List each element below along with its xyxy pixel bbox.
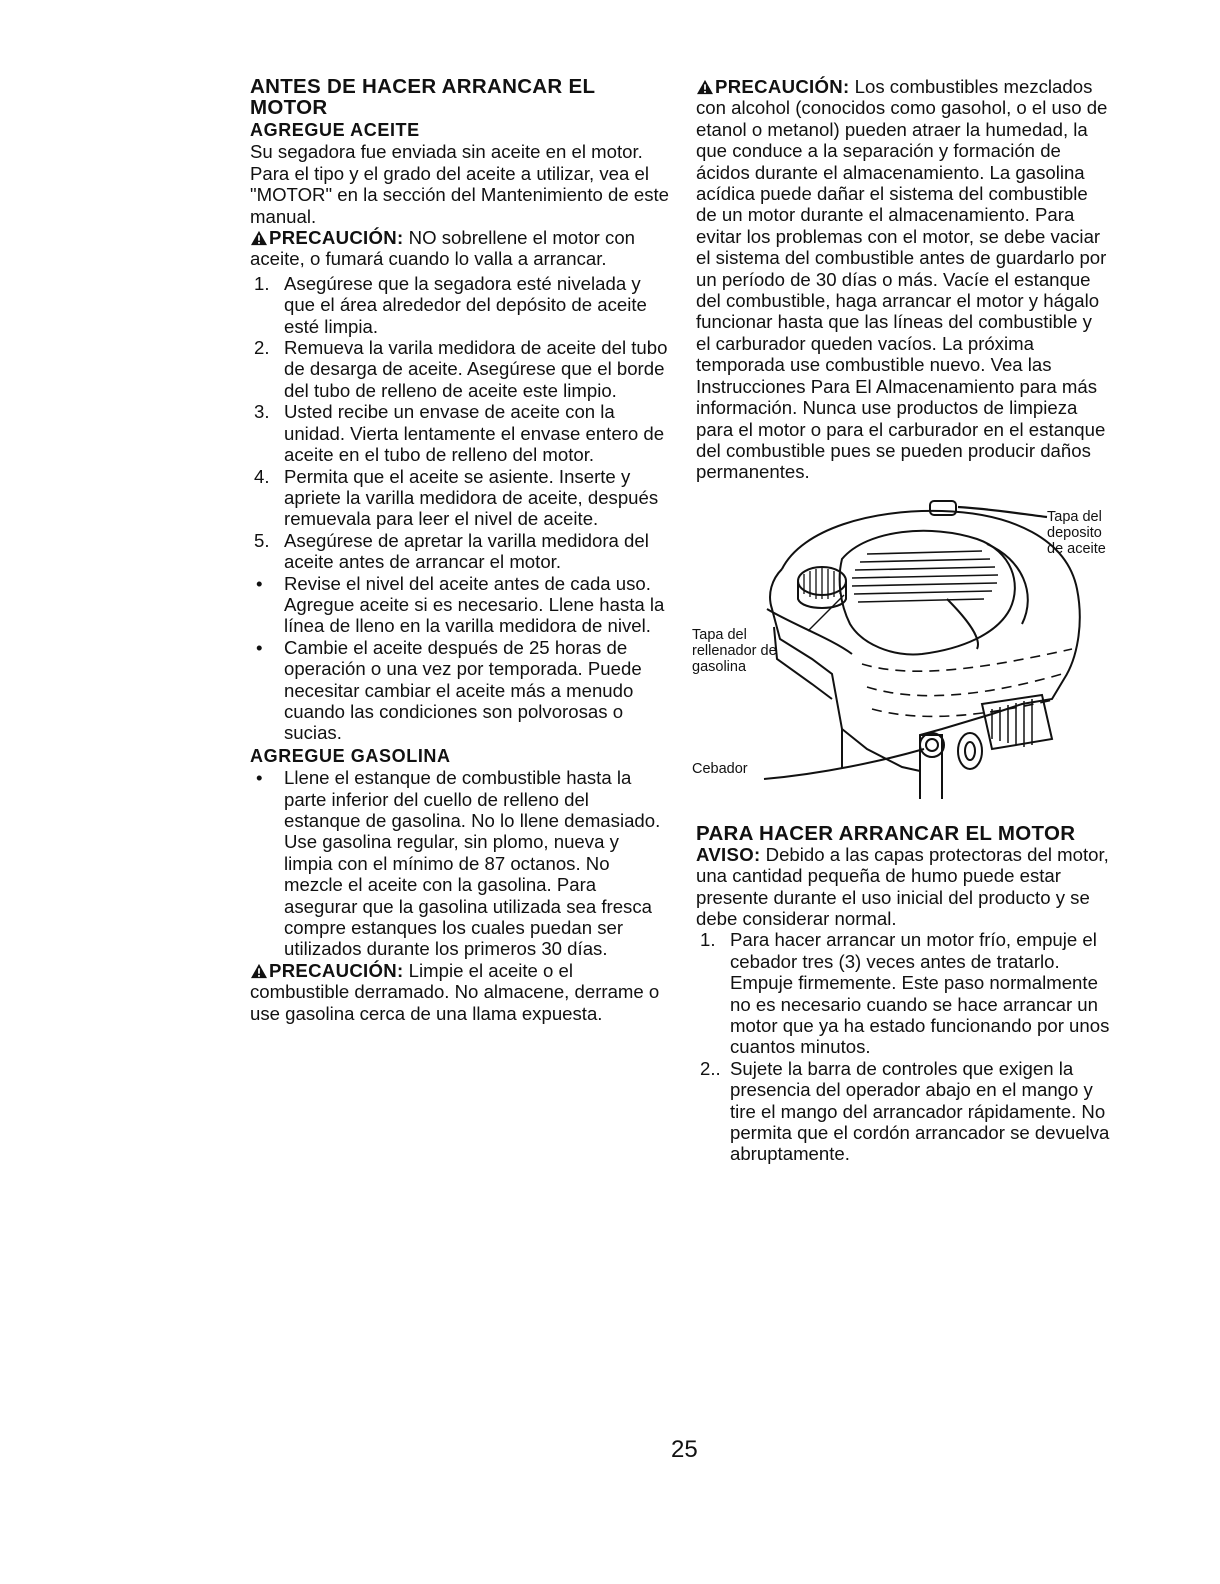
notice-text: Debido a las capas protectoras del motor, una cantidad pequeña de humo puede estar presente durante el uso inicial del producto y se debe considerar normal.: [696, 843, 1109, 929]
caution-text: NO sobrellene el motor con aceite, o fumará cuando lo valla a arrancar.: [250, 227, 635, 270]
gas-heading: AGREGUE GASOLINA: [250, 745, 451, 766]
fuel-caution: [696, 76, 1111, 483]
oil-bullets: [250, 573, 670, 744]
page-number: 25: [671, 1436, 698, 1463]
list-item: 4. Permita que el aceite se asiente. Inserte y apriete la varilla medidora de aceite, después remuevala para leer el nivel de aceite.: [254, 465, 659, 530]
warning-icon: [250, 230, 268, 246]
caution-text: Los combustibles mezclados con alcohol (conocidos como gasohol, o el uso de etanol o metanol) pueden atraer la humedad, la que conduce a la separación y formación de ácidos durante el almacenamiento. La gasolina acídica puede dañar el sistema del combustible de un motor durante el almacenamiento. Para evitar los problemas con el motor, se debe vaciar el sistema del combustible antes de guardarlo por un período de 30 días o más. Vacíe el estanque del combustible, haga arrancar el motor y hágalo funcionar hasta que las líneas del combustible y el carburador queden vacíos. La próxima temporada use combustible nuevo. Vea las Instrucciones Para El Almacenamiento para más información. Nunca use productos de limpieza para el motor o para el carburador en el estanque del combustible pues se pueden producir daños permanentes.: [696, 76, 1108, 483]
right-column: [692, 76, 1111, 1165]
list-item: 2.. Sujete la barra de controles que exigen la presencia del operador abajo en el mango y tire el mango del arrancador rápidamente. No permita que el cordón arrancador se devuelva abruptamente.: [700, 1057, 1110, 1165]
gas-bullets: [250, 767, 670, 960]
primer-label: Cebador: [692, 760, 748, 777]
list-item: 1. Asegúrese que la segadora esté nivelada y que el área alrededor del depósito de aceite esté limpia.: [254, 272, 647, 337]
start-notice: [696, 844, 1111, 930]
oil-cap-label: Tapa del deposito de aceite: [1047, 508, 1106, 557]
caution-label: PRECAUCIÓN:: [269, 227, 404, 249]
list-item: 2. Remueva la varila medidora de aceite del tubo de desarga de aceite. Asegúrese que el borde del tubo de relleno de aceite este limpio.: [254, 337, 668, 401]
list-item: • Llene el estanque de combustible hasta la parte inferior del cuello de relleno del estanque de gasolina. No lo llene demasiado. Use gasolina regular, sin plomo, nueva y limpia con el mínimo de 87 octanos. No mezcle el aceite con la gasolina. Para asegurar que la gasolina utilizada sea fresca compre estanques los cuales puedan ser utilizados durante los primeros 30 días.: [256, 767, 661, 960]
warning-icon: [250, 963, 268, 979]
engine-figure: [692, 499, 1122, 811]
start-steps: [696, 929, 1111, 1164]
notice-label: AVISO:: [696, 843, 761, 865]
section-title: ANTES DE HACER ARRANCAR EL MOTOR: [250, 75, 595, 119]
caution-label: PRECAUCIÓN:: [269, 959, 404, 981]
warning-icon: [696, 79, 714, 95]
caution-label: PRECAUCIÓN:: [715, 76, 850, 97]
list-item: 5. Asegúrese de apretar la varilla medidora del aceite antes de arrancar el motor.: [254, 529, 649, 573]
oil-heading: AGREGUE ACEITE: [250, 120, 420, 140]
left-column: [250, 76, 670, 1024]
oil-caution: [250, 227, 670, 270]
list-item: • Revise el nivel del aceite antes de cada uso. Agregue aceite si es necesario. Llene hasta la línea de lleno en la varilla medidora de nivel.: [256, 572, 665, 637]
caution-text: Limpie el aceite o el combustible derramado. No almacene, derrame o use gasolina cerca de una llama expuesta.: [250, 959, 660, 1024]
gas-caution: [250, 960, 670, 1024]
list-item: 3. Usted recibe un envase de aceite con la unidad. Vierta lentamente el envase entero de aceite en el tubo de relleno del motor.: [254, 401, 665, 466]
oil-steps: [250, 273, 670, 573]
start-title: PARA HACER ARRANCAR EL MOTOR: [696, 821, 1076, 845]
oil-intro: Su segadora fue enviada sin aceite en el motor. Para el tipo y el grado del aceite a utilizar, vea el "MOTOR" en la sección del Mantenimiento de este manual.: [250, 141, 670, 227]
fuel-cap-label: Tapa del rellenador de gasolina: [692, 626, 777, 675]
list-item: • Cambie el aceite después de 25 horas de operación o una vez por temporada. Puede necesitar cambiar el aceite más a menudo cuando las condiciones son polvorosas o sucias.: [256, 636, 642, 744]
list-item: 1. Para hacer arrancar un motor frío, empuje el cebador tres (3) veces antes de tratarlo. Empuje firmemente. Este paso normalmente no es necesario cuando se hace arrancar un motor que ya ha estado funcionando por unos cuantos minutos.: [700, 929, 1110, 1058]
